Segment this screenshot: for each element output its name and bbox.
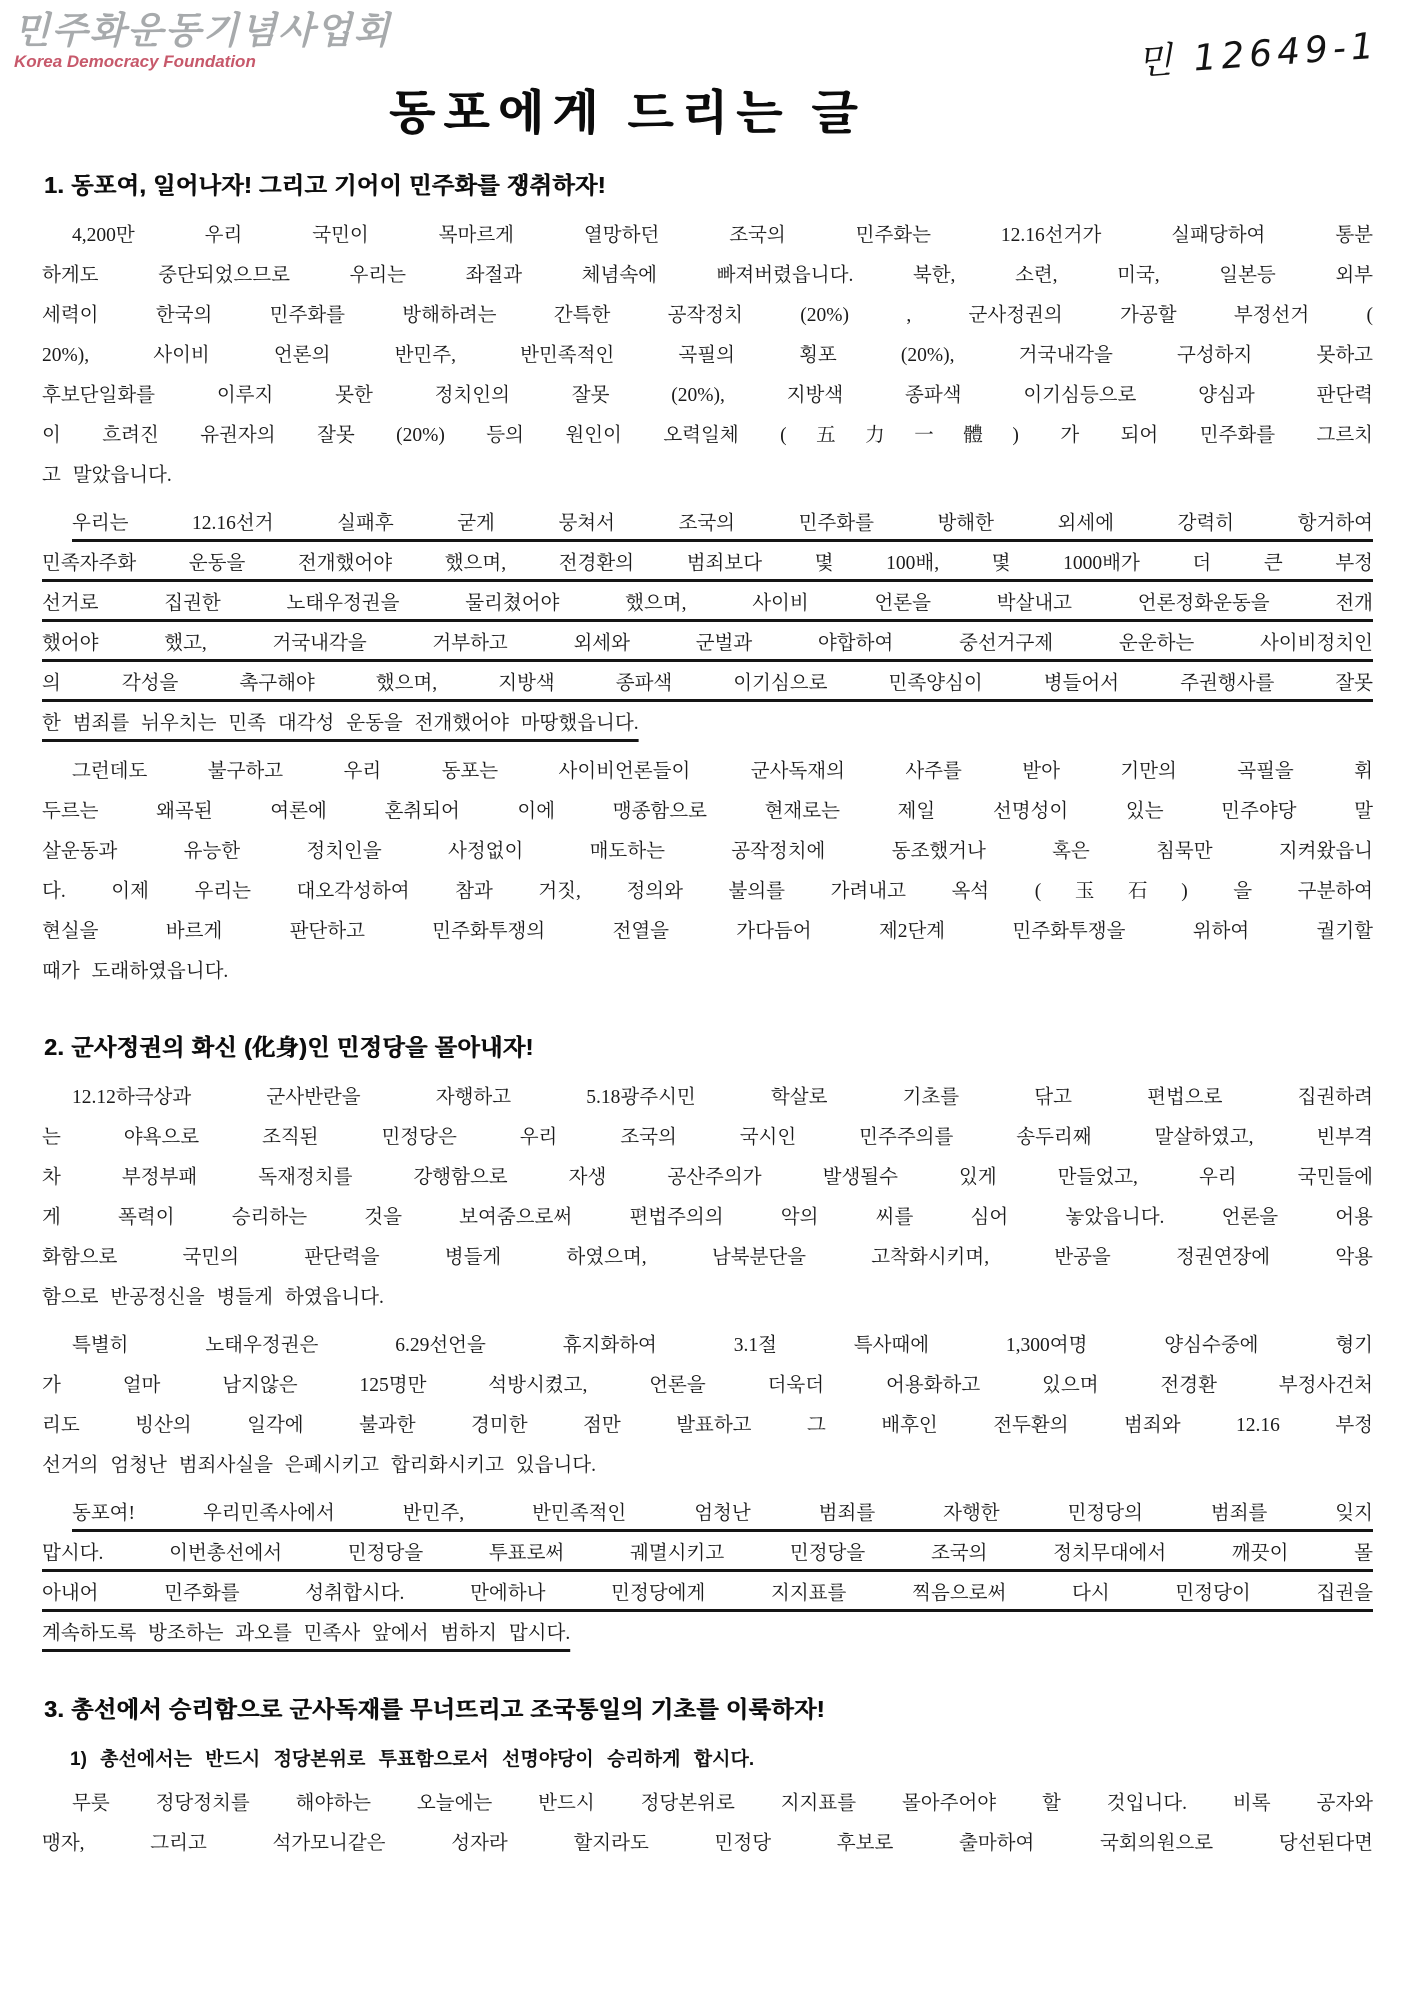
- text-line: 계속하도록 방조하는 과오를 민족사 앞에서 범하지 맙시다.: [42, 1623, 571, 1644]
- text-line: 12.12하극상과 군사반란을 자행하고 5.18광주시민 학살로 기초를 닦고 편법으로 집권하려: [72, 1087, 1373, 1108]
- logo-korean-calligraphy: 민주화운동기념사업회: [14, 8, 392, 52]
- text-line: 함으로 반공정신을 병들게 하였읍니다.: [42, 1287, 384, 1308]
- text-line: 다. 이제 우리는 대오각성하여 참과 거짓, 정의와 불의를 가려내고 옥석 (玉石) 을 구분하여: [42, 881, 1373, 902]
- text-line: 선거의 엄청난 범죄사실을 은폐시키고 합리화시키고 있읍니다.: [42, 1455, 597, 1476]
- text-line: 우리는 12.16선거 실패후 굳게 뭉쳐서 조국의 민주화를 방해한 외세에 강력히 항거하여: [72, 513, 1373, 534]
- text-line: 20%), 사이비 언론의 반민주, 반민족적인 곡필의 횡포 (20%), 거국내각을 구성하지 못하고: [42, 345, 1373, 366]
- section-3-subheading: 1) 총선에서는 반드시 정당본위로 투표함으로서 선명야당이 승리하게 합시다.: [70, 1749, 755, 1770]
- text-line: 후보단일화를 이루지 못한 정치인의 잘못 (20%), 지방색 종파색 이기심등으로 양심과 판단력: [42, 385, 1373, 406]
- section-2-heading: 2. 군사정권의 화신 (化身)인 민정당을 몰아내자!: [44, 1034, 534, 1060]
- text-line: 고 말았읍니다.: [42, 465, 172, 486]
- document-title: 동포에게 드리는 글: [389, 88, 866, 140]
- text-line: 민족자주화 운동을 전개했어야 했으며, 전경환의 범죄보다 몇 100배, 몇 1000배가 더 큰 부정: [42, 553, 1373, 574]
- text-line: 그런데도 불구하고 우리 동포는 사이비언론들이 군사독재의 사주를 받아 기만의 곡필을 휘: [72, 761, 1373, 782]
- text-line: 선거로 집권한 노태우정권을 물리쳤어야 했으며, 사이비 언론을 박살내고 언론정화운동을 전개: [42, 593, 1373, 614]
- text-line: 맙시다. 이번총선에서 민정당을 투표로써 궤멸시키고 민정당을 조국의 정치무대에서 깨끗이 몰: [42, 1543, 1373, 1564]
- paragraph: [42, 1326, 1373, 1486]
- paragraph: [42, 1784, 1373, 1864]
- text-line: 동포여! 우리민족사에서 반민주, 반민족적인 엄청난 범죄를 자행한 민정당의 범죄를 잊지: [72, 1503, 1373, 1524]
- text-line: 리도 빙산의 일각에 불과한 경미한 점만 발표하고 그 배후인 전두환의 범죄와 12.16 부정: [42, 1415, 1373, 1436]
- text-line: 이 흐려진 유권자의 잘못 (20%) 등의 원인이 오력일체 (五力一體) 가 되어 민주화를 그르치: [42, 425, 1373, 446]
- text-line: 가 얼마 남지않은 125명만 석방시켰고, 언론을 더욱더 어용화하고 있으며 전경환 부정사건처: [42, 1375, 1373, 1396]
- text-line: 했어야 했고, 거국내각을 거부하고 외세와 군벌과 야합하여 중선거구제 운운하는 사이비정치인: [42, 633, 1373, 654]
- text-line: 살운동과 유능한 정치인을 사정없이 매도하는 공작정치에 동조했거나 혹은 침묵만 지켜왔읍니: [42, 841, 1373, 862]
- text-line: 아내어 민주화를 성취합시다. 만에하나 민정당에게 지지표를 찍음으로써 다시 민정당이 집권을: [42, 1583, 1373, 1604]
- text-line: 특별히 노태우정권은 6.29선언을 휴지화하여 3.1절 특사때에 1,300여명 양심수중에 형기: [72, 1335, 1373, 1356]
- text-line: 두르는 왜곡된 여론에 혼취되어 이에 맹종함으로 현재로는 제일 선명성이 있는 민주야당 말: [42, 801, 1373, 822]
- text-line: 한 범죄를 뉘우치는 민족 대각성 운동을 전개했어야 마땅했읍니다.: [42, 713, 639, 734]
- paragraph: [42, 216, 1373, 496]
- logo-english-text: Korea Democracy Foundation: [14, 52, 256, 71]
- text-line: 4,200만 우리 국민이 목마르게 열망하던 조국의 민주화는 12.16선거가 실패당하여 통분: [72, 225, 1373, 246]
- section-2: [42, 1032, 1373, 1654]
- text-line: 맹자, 그리고 석가모니같은 성자라 할지라도 민정당 후보로 출마하여 국회의원으로 당선된다면: [42, 1833, 1373, 1854]
- text-line: 세력이 한국의 민주화를 방해하려는 간특한 공작정치 (20%) , 군사정권의 가공할 부정선거 (: [42, 305, 1373, 326]
- section-3-heading: 3. 총선에서 승리함으로 군사독재를 무너뜨리고 조국통일의 기초를 이룩하자!: [44, 1696, 825, 1722]
- paragraph: [42, 1078, 1373, 1318]
- text-line: 때가 도래하였읍니다.: [42, 961, 229, 982]
- text-line: 차 부정부패 독재정치를 강행함으로 자생 공산주의가 발생될수 있게 만들었고, 우리 국민들에: [42, 1167, 1373, 1188]
- section-3: [42, 1694, 1373, 1864]
- text-line: 하게도 중단되었으므로 우리는 좌절과 체념속에 빠져버렸읍니다. 북한, 소련, 미국, 일본등 외부: [42, 265, 1373, 286]
- paragraph-underlined: [42, 1494, 1373, 1654]
- paragraph: [42, 752, 1373, 992]
- text-line: 의 각성을 촉구해야 했으며, 지방색 종파색 이기심으로 민족양심이 병들어서 주권행사를 잘못: [42, 673, 1373, 694]
- section-1: [42, 170, 1373, 992]
- section-1-heading: 1. 동포여, 일어나자! 그리고 기어이 민주화를 쟁취하자!: [44, 172, 606, 198]
- text-line: 화함으로 국민의 판단력을 병들게 하였으며, 남북분단을 고착화시키며, 반공을 정권연장에 악용: [42, 1247, 1373, 1268]
- text-line: 무릇 정당정치를 해야하는 오늘에는 반드시 정당본위로 지지표를 몰아주어야 할 것입니다. 비록 공자와: [72, 1793, 1373, 1814]
- korea-democracy-foundation-logo: [14, 10, 391, 72]
- text-line: 는 야욕으로 조직된 민정당은 우리 조국의 국시인 민주주의를 송두리째 말살하였고, 빈부격: [42, 1127, 1373, 1148]
- paragraph-underlined: [42, 504, 1373, 744]
- text-line: 게 폭력이 승리하는 것을 보여줌으로써 편법주의의 악의 씨를 심어 놓았읍니다. 언론을 어용: [42, 1207, 1373, 1228]
- handwritten-archive-number: 민 12649-1: [1136, 25, 1381, 84]
- text-line: 현실을 바르게 판단하고 민주화투쟁의 전열을 가다듬어 제2단계 민주화투쟁을 위하여 궐기할: [42, 921, 1373, 942]
- document-body: [42, 84, 1373, 1872]
